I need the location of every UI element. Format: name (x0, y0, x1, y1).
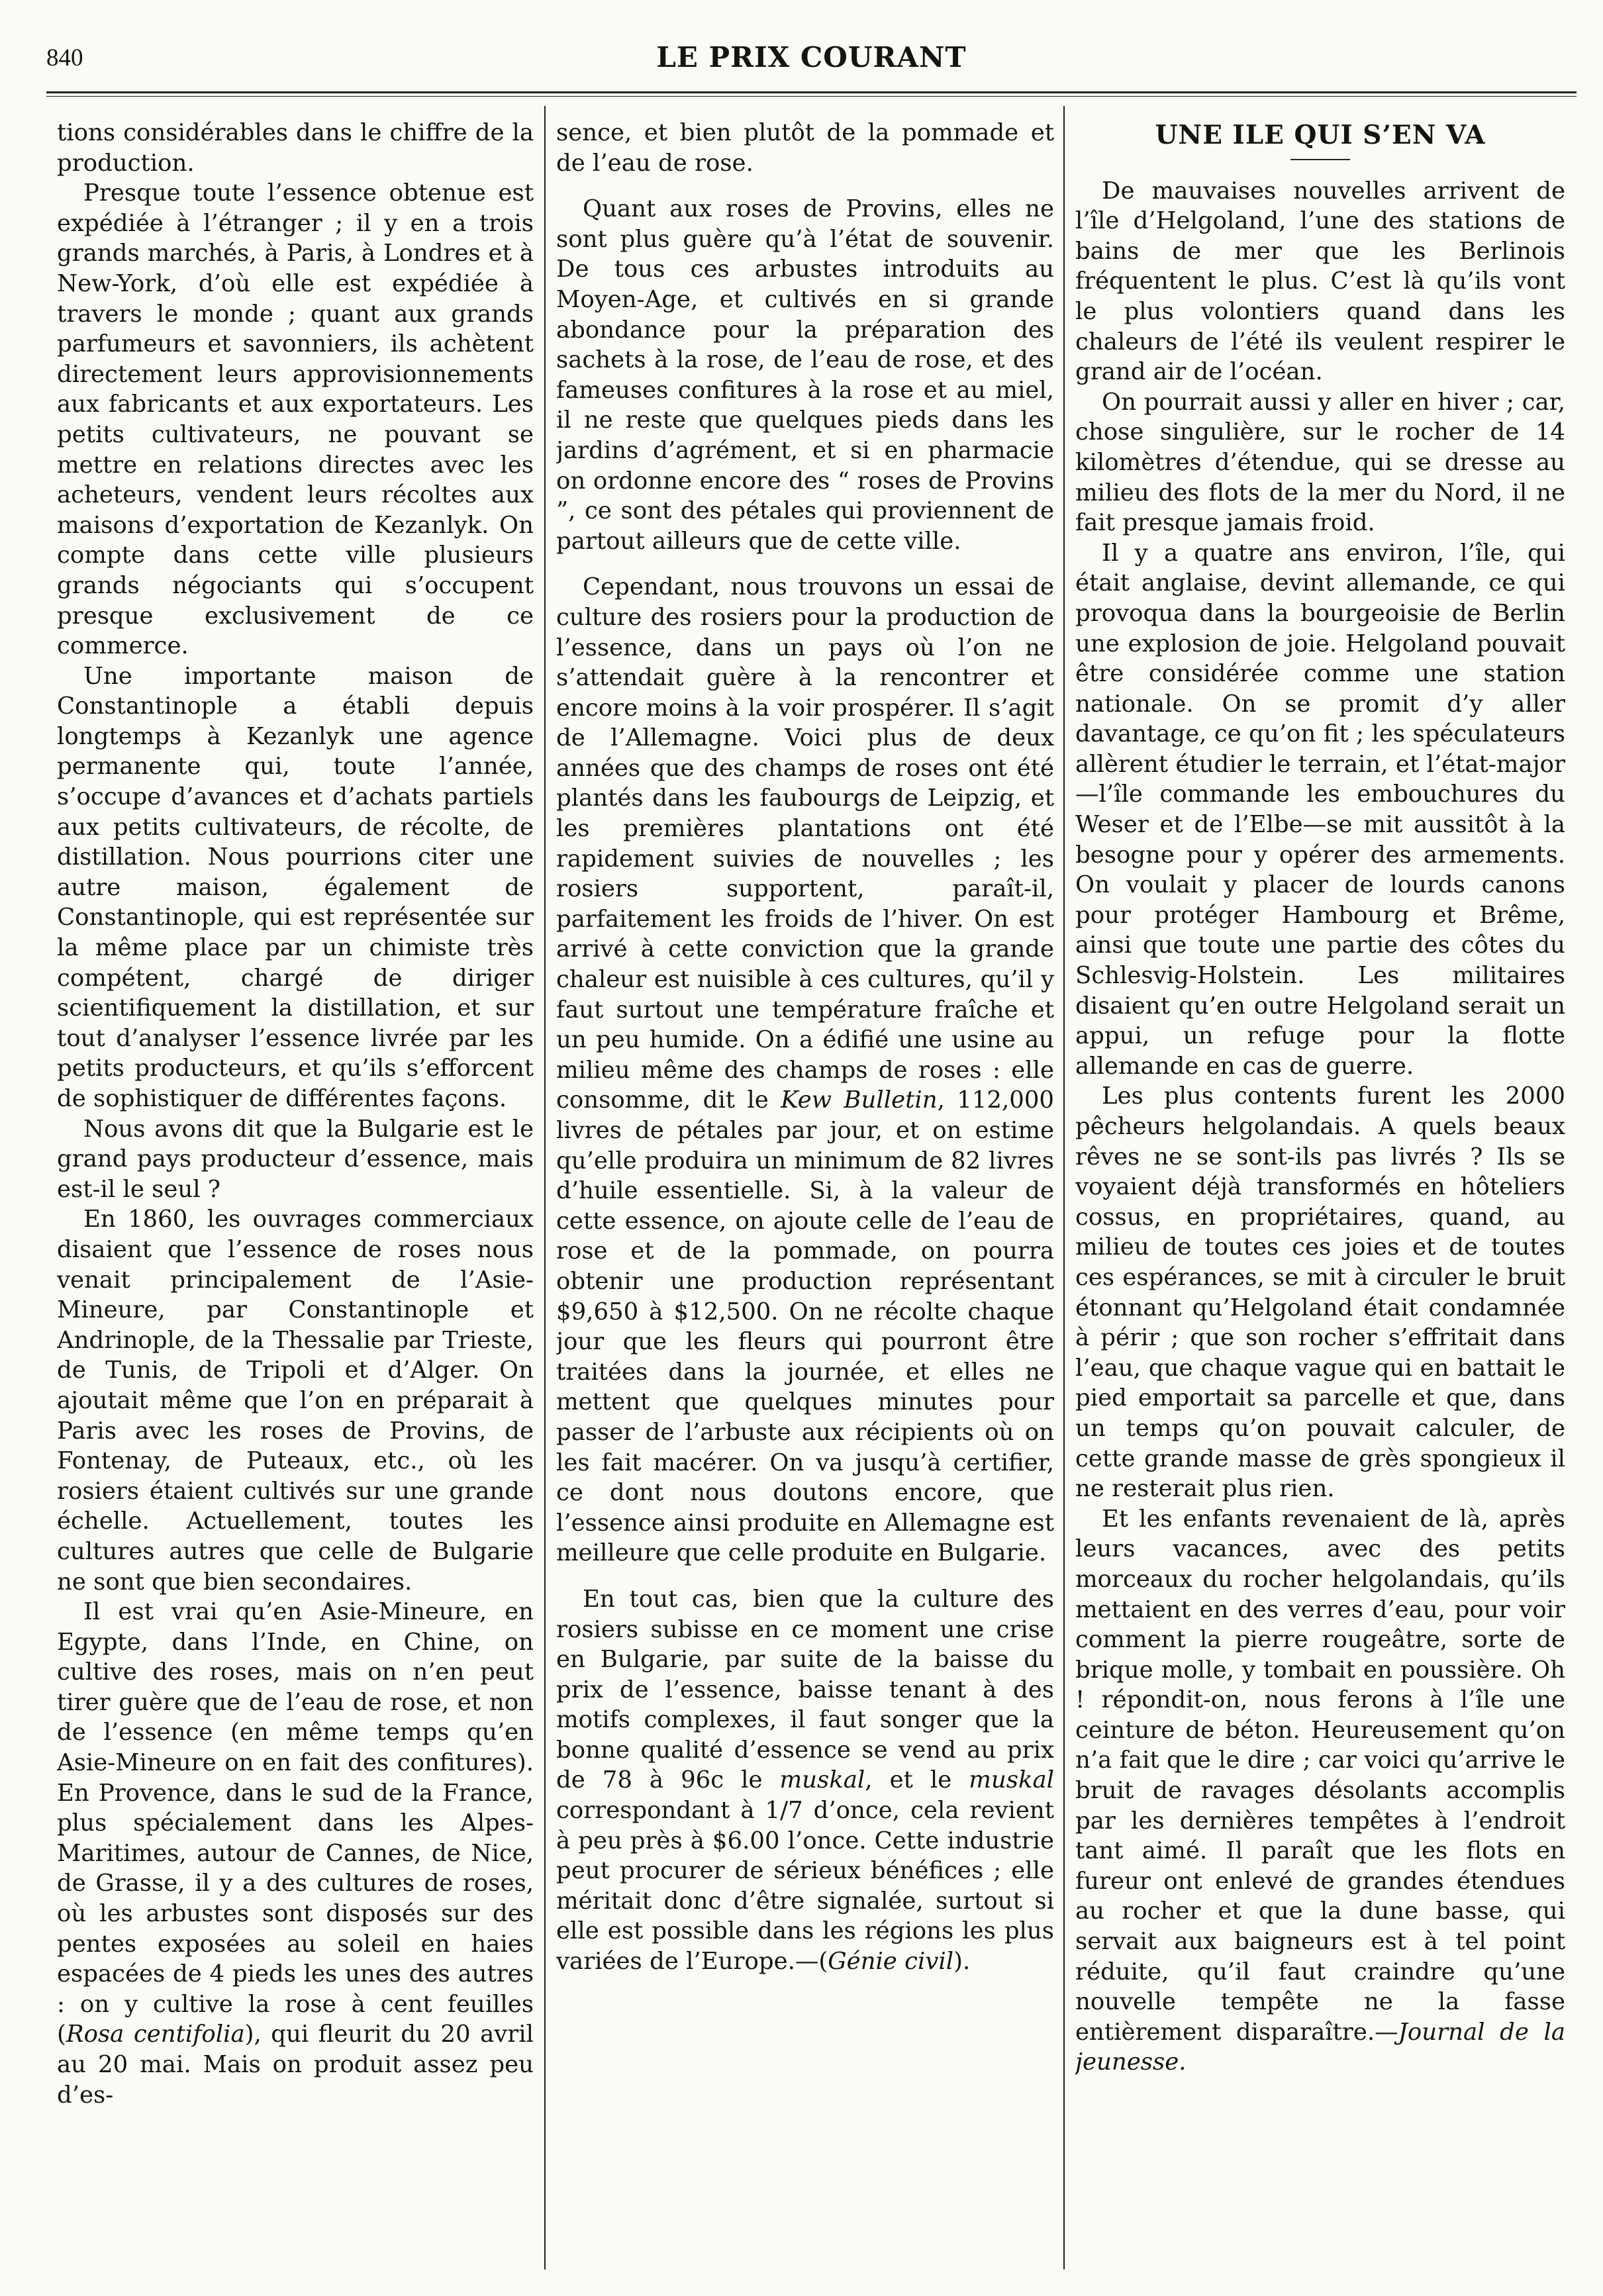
paragraph (1075, 1504, 1565, 2078)
source-citation: Génie civil (828, 1948, 954, 1976)
header-rule (46, 91, 1577, 97)
unit-term: muskal (779, 1766, 865, 1794)
paragraph: En 1860, les ouvrages commerciaux disaient que l’essence de roses nous venait principalement de l’Asie-Mineure, par Constantinople et Andrinople, de la Thessalie par Trieste, de Tunis, de Tripoli et d’Alger. On ajoutait même que l’on en préparait à Paris avec les roses de Provins, de Fontenay, de Puteaux, etc., où les rosiers étaient cultivés sur une grande échelle. Actuellement, toutes les cultures autres que celle de Bulgarie ne sont que bien secondaires. (57, 1206, 534, 1596)
paragraph: Nous avons dit que la Bulgarie est le grand pays producteur d’essence, mais est-il le seul ? (57, 1115, 534, 1203)
paragraph: sence, et bien plutôt de la pommade et de l’eau de rose. (556, 119, 1054, 177)
paragraph: De mauvaises nouvelles arrivent de l’île d’Helgoland, l’une des stations de bains de mer que les Berlinois fréquentent le plus. C’est là qu’ils vont le plus volontiers quand dans les chaleurs de l’été ils veulent respirer le grand air de l’océan. (1075, 177, 1565, 386)
column-1 (57, 118, 534, 2270)
column-divider-1 (544, 106, 546, 2270)
text-run: , 112,000 livres de pétales par jour, et on estime qu’elle produira un minimum de 82 livres d’huile essentielle. Si, à la valeur de cette essence, on ajoute celle de l’eau de rose et de la pommade, on pourra obtenir une production représentant $9,650 à $12,500. On ne récolte chaque jour que les fleurs qui pourront être traitées dans la journée, et elles ne mettent que quelques minutes pour passer de l’arbuste aux récipients où on les fait macérer. On va jusqu’à certifier, ce dont nous doutons encore, que l’essence ainsi produite en Allemagne est meilleure que celle produite en Bulgarie. (556, 1086, 1054, 1567)
page-header (46, 41, 1577, 81)
text-run: En tout cas, bien que la culture des rosiers subisse en ce moment une crise en Bulgarie, par suite de la baisse du prix de l’essence, baisse tenant à des motifs complexes, il faut songer que la bonne qualité d’essence se vend au prix de 78 à 96c le (556, 1585, 1054, 1794)
column-2 (556, 118, 1054, 2270)
paragraph (556, 572, 1054, 1568)
latin-name: Rosa centifolia (66, 2021, 245, 2048)
text-run: ), qui fleurit du 20 avril au 20 mai. Mais on produit assez peu d’es- (57, 2021, 534, 2109)
paragraph: Quant aux roses de Provins, elles ne sont plus guère qu’à l’état de souvenir. De tous ces arbustes introduits au Moyen-Age, et cultivés en si grande abondance pour la préparation des sachets à la rose, de l’eau de rose, et des fameuses confitures à la rose et au miel, il ne reste que quelques pieds dans les jardins d’agrément, et si en pharmacie on ordonne encore des “ roses de Provins ”, ce sont des pétales qui proviennent de partout ailleurs que de cette ville. (556, 195, 1054, 555)
paragraph: tions considérables dans le chiffre de la production. (57, 119, 534, 177)
text-run: correspondant à 1/7 d’once, cela revient à peu près à $6.00 l’once. Cette industrie peut procurer de sérieux bénéfices ; elle méritait donc d’être signalée, surtout si elle est possible dans les régions les plus variées de l’Europe.—( (556, 1797, 1054, 1976)
article-title: UNE ILE QUI S’EN VA (1155, 120, 1486, 150)
page-number: 840 (46, 44, 83, 72)
source-citation: Journal de la jeunesse. (1075, 2018, 1565, 2076)
running-title: LE PRIX COURANT (656, 41, 967, 73)
column-3 (1075, 118, 1565, 2270)
text-run: Cependant, nous trouvons un essai de culture des rosiers pour la production de l’essence, dans un pays où l’on ne s’attendait guère à la rencontrer et encore moins à la voir prospérer. Il s’agit de l’Allemagne. Voici plus de deux années que des champs de roses ont été plantés dans les faubourgs de Leipzig, et les premières plantations ont été rapidement suivies de nouvelles ; les rosiers supportent, paraît-il, parfaitement les froids de l’hiver. On est arrivé à cette conviction que la grande chaleur est nuisible à ces cultures, qu’il y faut surtout une température fraîche et un peu humide. On a édifié une usine au milieu même des champs de roses : elle consomme, dit le (556, 573, 1054, 1114)
paragraph: Il y a quatre ans environ, l’île, qui était anglaise, devint allemande, ce qui provoqua dans la bourgeoisie de Berlin une explosion de joie. Helgoland pouvait être considérée comme une station nationale. On se promit d’y aller davantage, ce qu’on fit ; les spéculateurs allèrent étudier le terrain, et l’état-major—l’île commande les embouchures du Weser et de l’Elbe—se mit aussitôt à la besogne pour y opérer des armements. On voulait y placer de lourds canons pour protéger Hambourg et Brême, ainsi que toute une partie des côtes du Schlesvig-Holstein. Les militaires disaient qu’en outre Helgoland serait un appui, un refuge pour la flotte allemande en cas de guerre. (1075, 539, 1565, 1080)
text-run: , et le (865, 1766, 969, 1794)
text-run: Et les enfants revenaient de là, après leurs vacances, avec des petits morceaux du rocher helgolandais, qu’ils mettaient en des verres d’eau, pour voir comment la pierre rougeâtre, sorte de brique molle, y tombait en poussière. Oh ! répondit-on, nous ferons à l’île une ceinture de béton. Heureusement qu’on n’a fait que le dire ; car voici qu’arrive le bruit de ravages désolants accomplis par les dernières tempêtes à l’endroit tant aimé. Il paraît que les flots en fureur ont enlevé de grandes étendues au rocher et que la dune basse, qui servait aux baigneurs est à tel point réduite, qu’il faut craindre qu’une nouvelle tempête ne la fasse entièrement disparaître.— (1075, 1505, 1565, 2046)
column-divider-2 (1063, 106, 1065, 2270)
paragraph: Presque toute l’essence obtenue est expédiée à l’étranger ; il y en a trois grands marchés, à Paris, à Londres et à New-York, d’où elle est expédiée à travers le monde ; quant aux grands parfumeurs et savonniers, ils achètent directement leurs approvisionnements aux fabricants et aux exportateurs. Les petits cultivateurs, ne pouvant se mettre en relations directes avec les acheteurs, vendent leurs récoltes aux maisons d’exportation de Kezanlyk. On compte dans cette ville plusieurs grands négociants qui s’occupent presque exclusivement de ce commerce. (57, 179, 534, 660)
paragraph (556, 1584, 1054, 1977)
text-run: Il est vrai qu’en Asie-Mineure, en Egypte, dans l’Inde, en Chine, on cultive des roses, mais on n’en peut tirer guère que de l’eau de rose, et non de l’essence (en même temps qu’en Asie-Mineure on en fait des confitures). En Provence, dans le sud de la France, plus spécialement dans les Alpes-Maritimes, autour de Cannes, de Nice, de Grasse, il y a des cultures de roses, où les arbustes sont disposés sur des pentes exposées au soleil en haies espacées de 4 pieds les unes des autres : on y cultive la rose à cent feuilles ( (57, 1598, 534, 2048)
paragraph (57, 1597, 534, 2110)
unit-term: muskal (969, 1766, 1054, 1794)
paragraph: Les plus contents furent les 2000 pêcheurs helgolandais. A quels beaux rêves ne se sont-ils pas livrés ? Ils se voyaient déjà transformés en hôteliers cossus, en propriétaires, quand, au milieu de toutes ces joies et de toutes ces espérances, se mit à circuler le bruit étonnant qu’Helgoland était condamnée à périr ; que son rocher s’effritait dans l’eau, que chaque vague qui en battait le pied emportait sa parcelle et que, dans un temps qu’on pouvait calculer, de cette grande masse de grès spongieux il ne resterait plus rien. (1075, 1082, 1565, 1503)
paragraph: Une importante maison de Constantinople a établi depuis longtemps à Kezanlyk une agence permanente qui, toute l’année, s’occupe d’avances et d’achats partiels aux petits cultivateurs, de récolte, de distillation. Nous pourrions citer une autre maison, également de Constantinople, qui est représentée sur la même place par un chimiste très compétent, chargé de diriger scientifiquement la distillation, et sur tout d’analyser l’essence livrée par les petits producteurs, et qu’ils s’efforcent de sophistiquer de différentes façons. (57, 662, 534, 1112)
publication-name: Kew Bulletin (781, 1086, 938, 1114)
text-run: ). (953, 1948, 971, 1976)
title-rule (1290, 159, 1350, 160)
paragraph: On pourrait aussi y aller en hiver ; car, chose singulière, sur le rocher de 14 kilomètres d’étendue, qui se dresse au milieu des flots de la mer du Nord, il ne fait presque jamais froid. (1075, 388, 1565, 537)
